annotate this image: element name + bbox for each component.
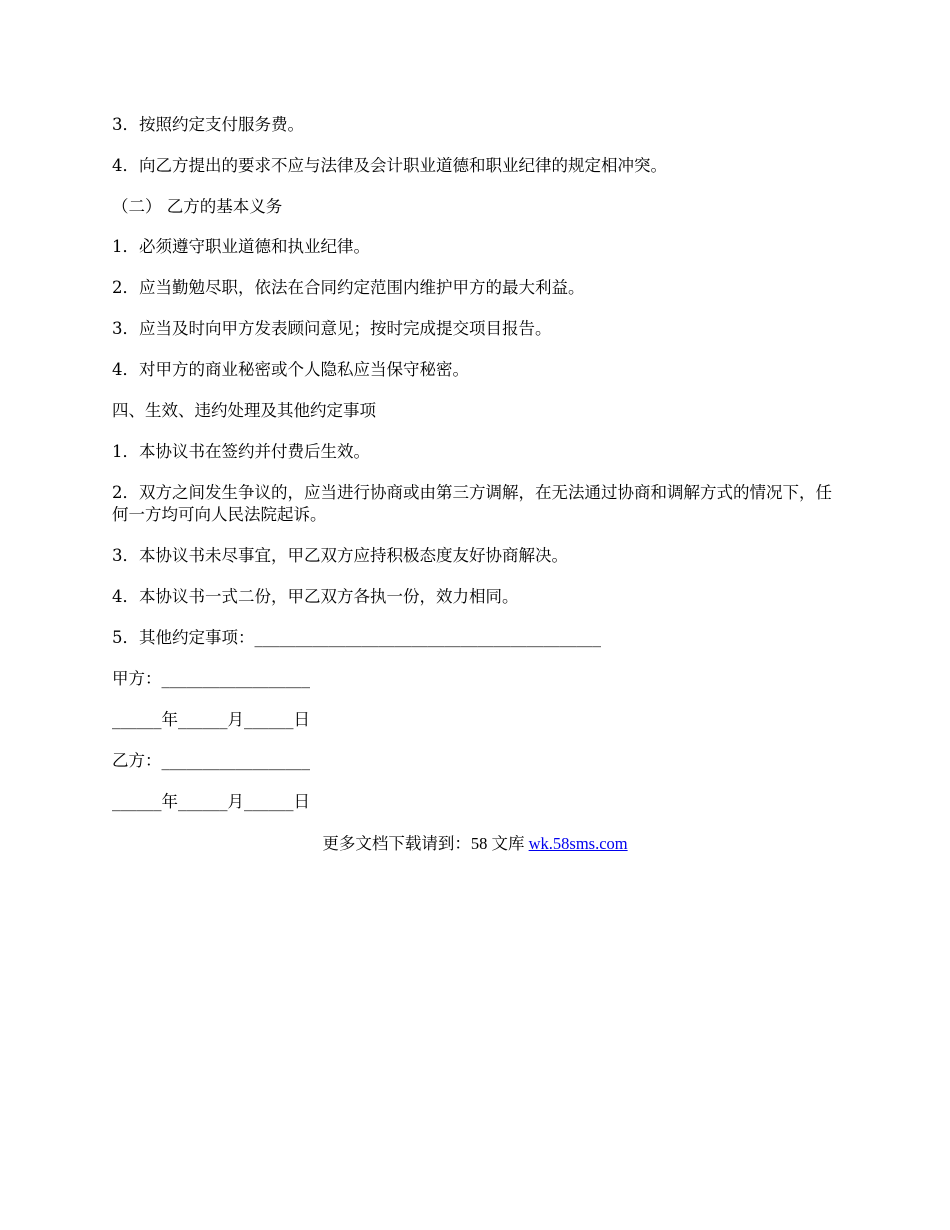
party-a-signature-line: 甲方：__________________ [112,669,310,688]
paragraph-party-b-duty-1: 1．必须遵守职业道德和执业纪律。 [112,237,370,256]
paragraph-effect-5: 5．其他约定事项：__________________________________________ [112,628,601,647]
paragraph-effect-2: 2．双方之间发生争议的，应当进行协商或由第三方调解，在无法通过协商和调解方式的情况下，任何一方均可向人民法院起诉。 [112,483,832,524]
footer-note [0,833,950,855]
paragraph-party-b-duty-4: 4．对甲方的商业秘密或个人隐私应当保守秘密。 [112,360,469,379]
paragraph-effect-1: 1．本协议书在签约并付费后生效。 [112,442,370,461]
paragraph-party-b-duty-3: 3．应当及时向甲方发表顾问意见；按时完成提交项目报告。 [112,319,552,338]
paragraph-party-b-duty-2: 2．应当勤勉尽职，依法在合同约定范围内维护甲方的最大利益。 [112,278,585,297]
section-heading-effect: 四、生效、违约处理及其他约定事项 [112,401,376,420]
paragraph-party-a-duty-4: 4．向乙方提出的要求不应与法律及会计职业道德和职业纪律的规定相冲突。 [112,156,667,175]
party-b-date-line: ______年______月______日 [112,792,310,811]
footer-link[interactable]: wk.58sms.com [528,834,628,853]
paragraph-effect-3: 3．本协议书未尽事宜，甲乙双方应持积极态度友好协商解决。 [112,546,568,565]
paragraph-effect-4: 4．本协议书一式二份，甲乙双方各执一份，效力相同。 [112,587,519,606]
section-heading-party-b-duties: （二） 乙方的基本义务 [112,197,283,216]
party-b-signature-line: 乙方：__________________ [112,751,310,770]
paragraph-party-a-duty-3: 3．按照约定支付服务费。 [112,115,304,134]
footer-text: 更多文档下载请到：58 文库 [322,834,529,853]
party-a-date-line: ______年______月______日 [112,710,310,729]
